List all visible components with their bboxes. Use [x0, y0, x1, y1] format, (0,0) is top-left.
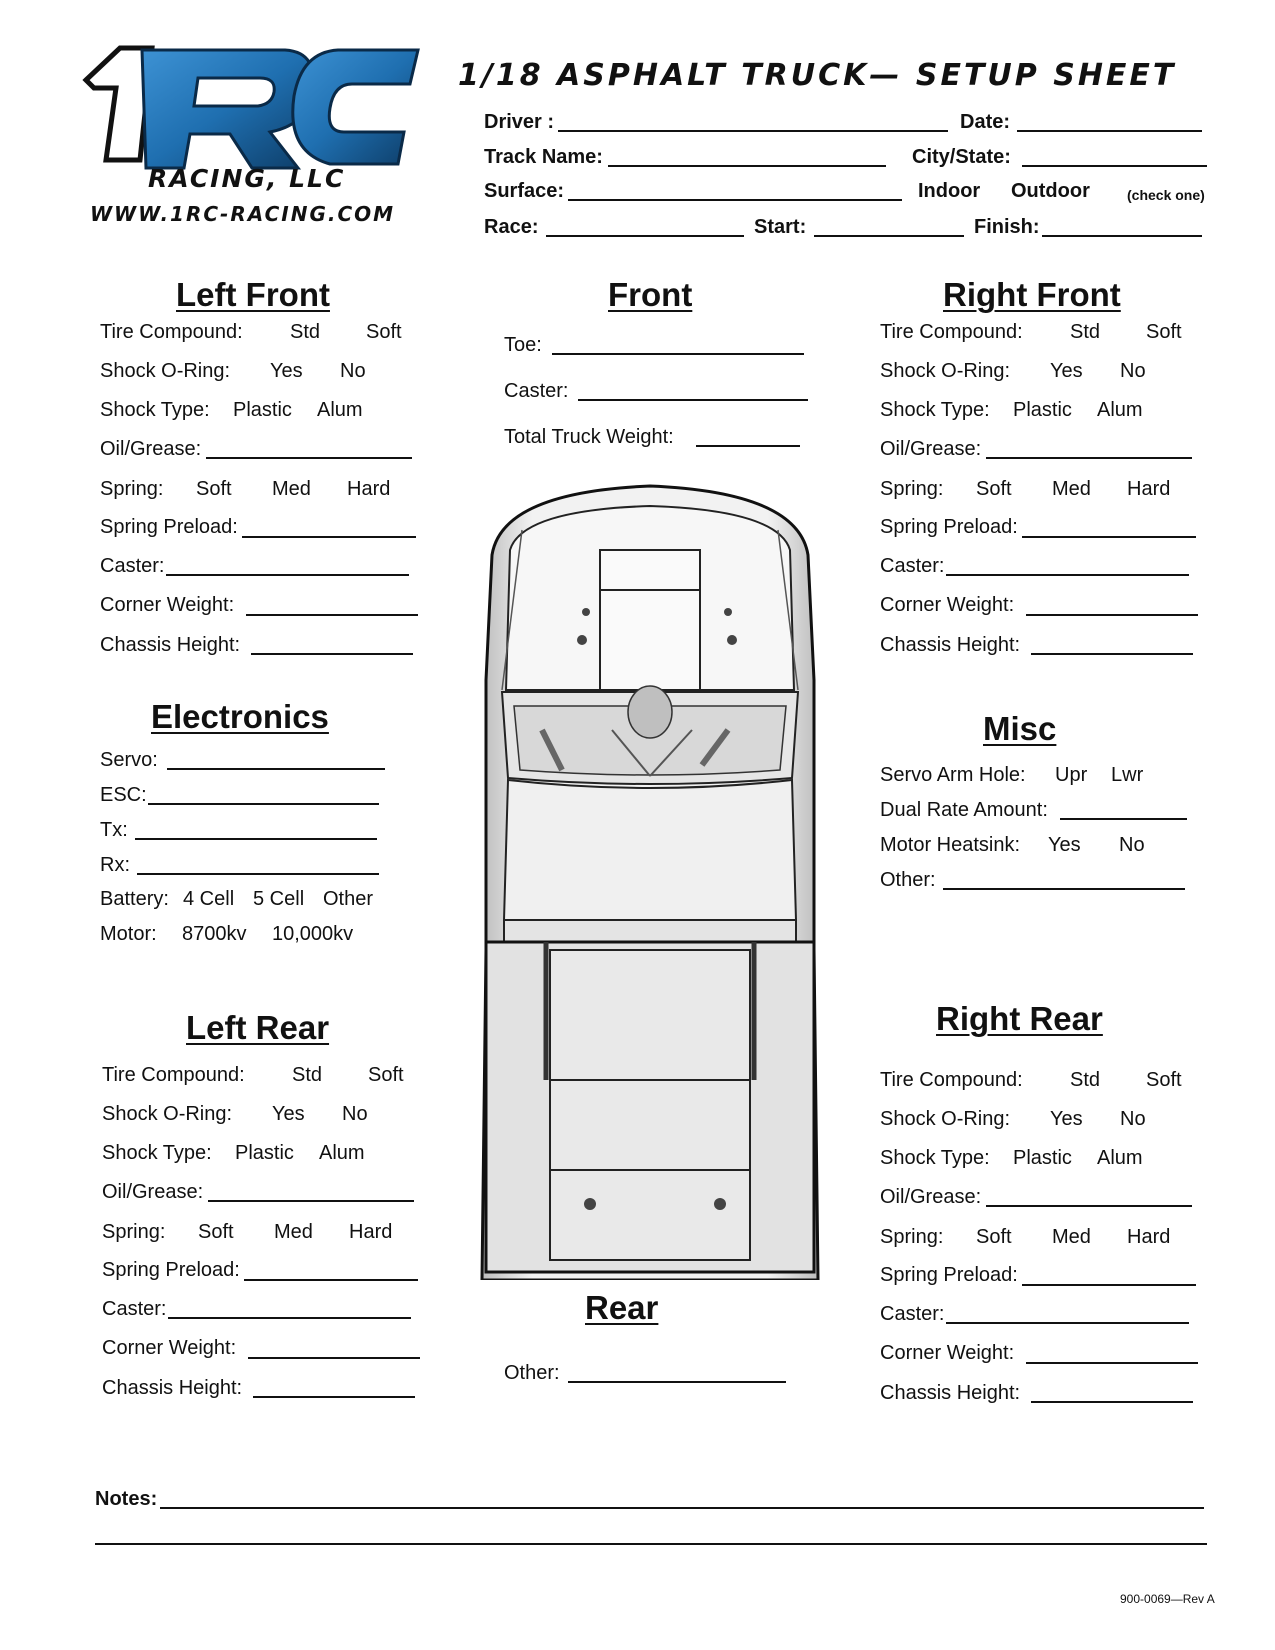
surface-label: Surface: [484, 180, 565, 202]
chassis-height-label: Chassis Height: [880, 1382, 1021, 1404]
chassis-height-label: Chassis Height: [880, 634, 1021, 656]
motor-10000kv-option[interactable]: 10,000kv [272, 923, 354, 945]
shock-plastic-option[interactable]: Plastic [233, 399, 292, 421]
misc-other-label: Other: [880, 869, 936, 891]
company-logo [80, 40, 440, 230]
oring-yes-option[interactable]: Yes [272, 1103, 305, 1125]
spring-preload-field[interactable] [242, 536, 416, 538]
spring-label: Spring: [100, 478, 164, 500]
front-heading: Front [608, 276, 693, 313]
dual-rate-field[interactable] [1060, 818, 1187, 820]
corner-weight-label: Corner Weight: [880, 594, 1015, 616]
shock-alum-option[interactable]: Alum [317, 399, 363, 421]
rear-other-label: Other: [504, 1362, 560, 1384]
date-field[interactable] [1017, 130, 1202, 132]
city-state-field[interactable] [1022, 165, 1207, 167]
chassis-height-label: Chassis Height: [100, 634, 241, 656]
indoor-option[interactable]: Indoor [918, 180, 981, 202]
finish-field[interactable] [1042, 235, 1202, 237]
esc-field[interactable] [148, 803, 379, 805]
right-rear-heading: Right Rear [936, 1000, 1103, 1037]
date-label: Date: [960, 111, 1011, 133]
front-caster-label: Caster: [504, 380, 569, 402]
shock-alum-option[interactable]: Alum [1097, 1147, 1143, 1169]
esc-label: ESC: [100, 784, 147, 806]
motor-8700kv-option[interactable]: 8700kv [182, 923, 247, 945]
oil-grease-label: Oil/Grease: [880, 438, 982, 460]
front-toe-label: Toe: [504, 334, 542, 356]
tire-soft-option[interactable]: Soft [366, 321, 402, 343]
spring-preload-field[interactable] [244, 1279, 418, 1281]
oring-yes-option[interactable]: Yes [1050, 360, 1083, 382]
oring-no-option[interactable]: No [342, 1103, 368, 1125]
corner-weight-field[interactable] [1026, 614, 1198, 616]
check-one-note: (check one) [1127, 187, 1205, 203]
tire-soft-option[interactable]: Soft [1146, 1069, 1182, 1091]
rear-other-field[interactable] [568, 1381, 786, 1383]
misc-other-field[interactable] [943, 888, 1185, 890]
oil-grease-label: Oil/Grease: [100, 438, 202, 460]
tire-compound-label: Tire Compound: [100, 321, 243, 343]
spring-preload-label: Spring Preload: [880, 516, 1018, 538]
race-label: Race: [484, 216, 539, 238]
oring-yes-option[interactable]: Yes [1050, 1108, 1083, 1130]
oil-grease-field[interactable] [208, 1200, 414, 1202]
misc-heading: Misc [983, 710, 1057, 747]
oring-no-option[interactable]: No [1120, 1108, 1146, 1130]
right-front-heading: Right Front [943, 276, 1121, 313]
tire-std-option[interactable]: Std [290, 321, 321, 343]
driver-label: Driver : [484, 111, 555, 133]
rear-heading: Rear [585, 1289, 659, 1326]
rx-field[interactable] [137, 873, 379, 875]
caster-field[interactable] [168, 1317, 411, 1319]
shock-oring-label: Shock O-Ring: [880, 1108, 1011, 1130]
front-caster-field[interactable] [578, 399, 808, 401]
spring-preload-label: Spring Preload: [100, 516, 238, 538]
corner-weight-label: Corner Weight: [100, 594, 235, 616]
total-truck-weight-label: Total Truck Weight: [504, 426, 674, 448]
tire-soft-option[interactable]: Soft [1146, 321, 1182, 343]
city-state-label: City/State: [912, 146, 1011, 168]
tire-compound-label: Tire Compound: [102, 1064, 245, 1086]
page-title: 1/18 ASPHALT TRUCK— SETUP SHEET [458, 58, 1177, 93]
spring-med-option[interactable]: Med [1052, 1226, 1091, 1248]
shock-plastic-option[interactable]: Plastic [1013, 399, 1072, 421]
oil-grease-field[interactable] [986, 1205, 1192, 1207]
spring-soft-option[interactable]: Soft [976, 1226, 1012, 1248]
track-name-label: Track Name: [484, 146, 603, 168]
outdoor-option[interactable]: Outdoor [1011, 180, 1090, 202]
shock-type-label: Shock Type: [100, 399, 210, 421]
oring-no-option[interactable]: No [340, 360, 366, 382]
rx-label: Rx: [100, 854, 130, 876]
dual-rate-label: Dual Rate Amount: [880, 799, 1048, 821]
spring-med-option[interactable]: Med [274, 1221, 313, 1243]
servo-arm-lwr-option[interactable]: Lwr [1111, 764, 1144, 786]
corner-weight-label: Corner Weight: [880, 1342, 1015, 1364]
electronics-heading: Electronics [151, 698, 329, 735]
spring-hard-option[interactable]: Hard [349, 1221, 393, 1243]
tire-std-option[interactable]: Std [1070, 321, 1101, 343]
caster-field[interactable] [166, 574, 409, 576]
tire-std-option[interactable]: Std [1070, 1069, 1101, 1091]
corner-weight-label: Corner Weight: [102, 1337, 237, 1359]
servo-field[interactable] [167, 768, 385, 770]
track-name-field[interactable] [608, 165, 886, 167]
website-url: WWW.1RC-RACING.COM [90, 202, 396, 226]
shock-alum-option[interactable]: Alum [1097, 399, 1143, 421]
tire-compound-label: Tire Compound: [880, 1069, 1023, 1091]
notes-line-1[interactable] [160, 1507, 1204, 1509]
oring-yes-option[interactable]: Yes [270, 360, 303, 382]
battery-5cell-option[interactable]: 5 Cell [253, 888, 305, 910]
driver-field[interactable] [558, 130, 948, 132]
tire-compound-label: Tire Compound: [880, 321, 1023, 343]
corner-weight-field[interactable] [1026, 1362, 1198, 1364]
spring-hard-option[interactable]: Hard [1127, 478, 1171, 500]
chassis-height-field[interactable] [1031, 1401, 1193, 1403]
spring-hard-option[interactable]: Hard [1127, 1226, 1171, 1248]
truck-top-view-diagram [462, 480, 838, 1280]
heatsink-no-option[interactable]: No [1119, 834, 1145, 856]
spring-soft-option[interactable]: Soft [198, 1221, 234, 1243]
chassis-height-field[interactable] [251, 653, 413, 655]
chassis-height-field[interactable] [253, 1396, 415, 1398]
tire-std-option[interactable]: Std [292, 1064, 323, 1086]
battery-label: Battery: [100, 888, 169, 910]
tx-field[interactable] [135, 838, 377, 840]
finish-label: Finish: [974, 216, 1040, 238]
motor-heatsink-label: Motor Heatsink: [880, 834, 1021, 856]
chassis-height-field[interactable] [1031, 653, 1193, 655]
race-field[interactable] [546, 235, 744, 237]
spring-preload-field[interactable] [1022, 1284, 1196, 1286]
shock-plastic-option[interactable]: Plastic [235, 1142, 294, 1164]
shock-oring-label: Shock O-Ring: [102, 1103, 233, 1125]
total-truck-weight-field[interactable] [696, 445, 800, 447]
left-front-heading: Left Front [176, 276, 330, 313]
servo-arm-upr-option[interactable]: Upr [1055, 764, 1088, 786]
caster-label: Caster: [102, 1298, 167, 1320]
heatsink-yes-option[interactable]: Yes [1048, 834, 1081, 856]
spring-label: Spring: [102, 1221, 166, 1243]
caster-field[interactable] [946, 574, 1189, 576]
servo-label: Servo: [100, 749, 158, 771]
spring-hard-option[interactable]: Hard [347, 478, 391, 500]
shock-type-label: Shock Type: [880, 1147, 990, 1169]
shock-oring-label: Shock O-Ring: [880, 360, 1011, 382]
tire-soft-option[interactable]: Soft [368, 1064, 404, 1086]
shock-plastic-option[interactable]: Plastic [1013, 1147, 1072, 1169]
spring-soft-option[interactable]: Soft [976, 478, 1012, 500]
oring-no-option[interactable]: No [1120, 360, 1146, 382]
shock-type-label: Shock Type: [102, 1142, 212, 1164]
oil-grease-label: Oil/Grease: [880, 1186, 982, 1208]
caster-label: Caster: [880, 1303, 945, 1325]
start-field[interactable] [814, 235, 964, 237]
spring-preload-field[interactable] [1022, 536, 1196, 538]
battery-4cell-option[interactable]: 4 Cell [183, 888, 235, 910]
spring-preload-label: Spring Preload: [102, 1259, 240, 1281]
notes-label: Notes: [95, 1488, 158, 1510]
servo-arm-hole-label: Servo Arm Hole: [880, 764, 1026, 786]
company-name: RACING, LLC [148, 164, 346, 193]
shock-oring-label: Shock O-Ring: [100, 360, 231, 382]
surface-field[interactable] [568, 199, 902, 201]
document-revision: 900-0069—Rev A [1120, 1592, 1215, 1606]
spring-label: Spring: [880, 1226, 944, 1248]
oil-grease-field[interactable] [206, 457, 412, 459]
spring-soft-option[interactable]: Soft [196, 478, 232, 500]
battery-other-option[interactable]: Other [323, 888, 374, 910]
corner-weight-field[interactable] [246, 614, 418, 616]
left-rear-heading: Left Rear [186, 1009, 330, 1046]
start-label: Start: [754, 216, 807, 238]
notes-line-2[interactable] [95, 1543, 1207, 1545]
shock-type-label: Shock Type: [880, 399, 990, 421]
oil-grease-label: Oil/Grease: [102, 1181, 204, 1203]
spring-preload-label: Spring Preload: [880, 1264, 1018, 1286]
tx-label: Tx: [100, 819, 128, 841]
motor-label: Motor: [100, 923, 157, 945]
chassis-height-label: Chassis Height: [102, 1377, 243, 1399]
front-toe-field[interactable] [552, 353, 804, 355]
caster-label: Caster: [100, 555, 165, 577]
corner-weight-field[interactable] [248, 1357, 420, 1359]
spring-med-option[interactable]: Med [272, 478, 311, 500]
spring-label: Spring: [880, 478, 944, 500]
caster-field[interactable] [946, 1322, 1189, 1324]
spring-med-option[interactable]: Med [1052, 478, 1091, 500]
caster-label: Caster: [880, 555, 945, 577]
oil-grease-field[interactable] [986, 457, 1192, 459]
shock-alum-option[interactable]: Alum [319, 1142, 365, 1164]
